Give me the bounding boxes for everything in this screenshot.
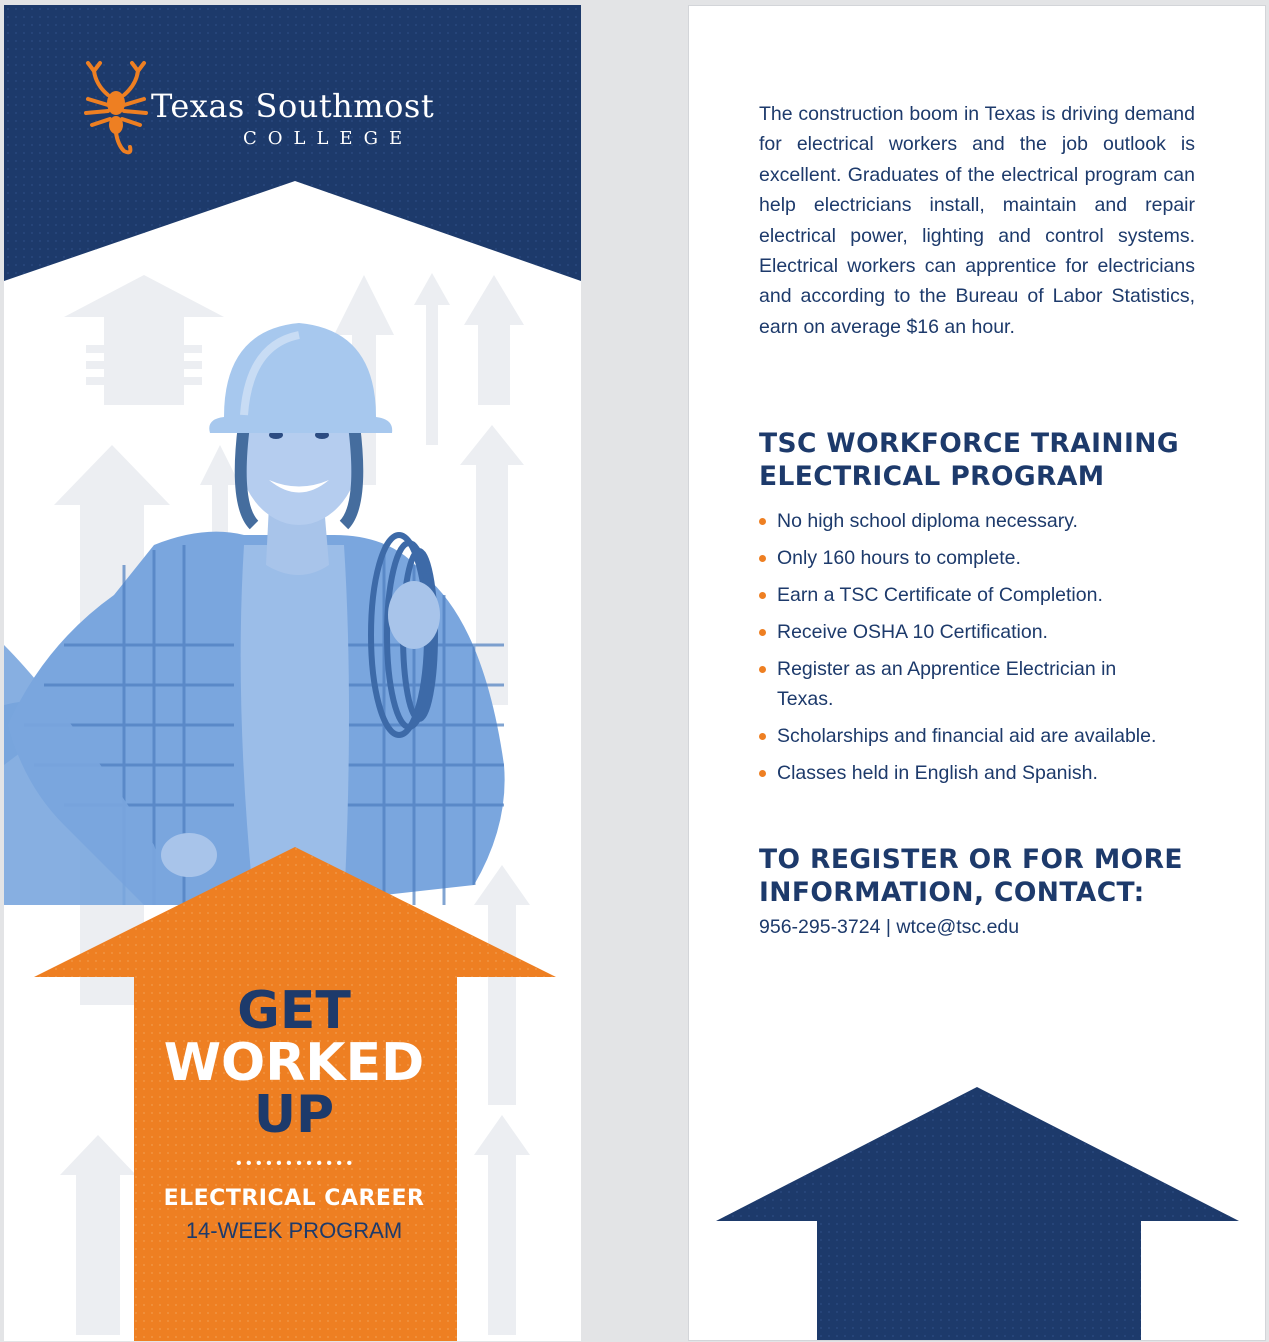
email-link[interactable]: wtce@tsc.edu (896, 916, 1020, 938)
navy-up-arrow (689, 1076, 1266, 1341)
brochure-front-panel (4, 5, 581, 1341)
cover-subtitle: ELECTRICAL CAREER (163, 1186, 425, 1211)
contact-separator: | (885, 916, 891, 938)
bg-arrow (60, 1135, 136, 1335)
bullet-icon (759, 555, 766, 562)
bullet-icon (759, 770, 766, 777)
program-heading (759, 427, 1229, 493)
list-item: Earn a TSC Certificate of Completion. (759, 580, 1229, 610)
phone-number[interactable]: 956-295-3724 (759, 916, 881, 938)
contact-heading (759, 843, 1229, 909)
bullet-icon (759, 518, 766, 525)
logo-name-line1: Texas Southmost (151, 87, 435, 125)
bullet-icon (759, 666, 766, 673)
bg-arrow (474, 865, 530, 1105)
list-item: Only 160 hours to complete. (759, 543, 1229, 573)
contact-heading-line2: INFORMATION, CONTACT: (759, 877, 1145, 908)
logo-name-line2: COLLEGE (243, 128, 414, 149)
hand (388, 581, 440, 649)
bg-arrow (464, 275, 524, 405)
intro-paragraph: The construction boom in Texas is driving demand for electrical workers and the job outlook is excellent. Graduates of the electrical program can help electricians install, maintain and repair electrical power, lighting and control systems. Electrical workers can apprentice for electricians and according to the Bureau of Labor Statistics, earn on average $16 an hour. (759, 103, 1195, 338)
list-item: Receive OSHA 10 Certification. (759, 617, 1229, 647)
program-heading-line2: ELECTRICAL PROGRAM (759, 461, 1105, 492)
program-benefits-list (759, 506, 1229, 795)
headline-get: GET (237, 981, 351, 1041)
bg-arrow (414, 273, 450, 445)
bullet-icon (759, 733, 766, 740)
headline-worked: WORKED (163, 1033, 425, 1093)
contact-heading-line1: TO REGISTER OR FOR MORE (759, 844, 1183, 875)
bullet-icon (759, 592, 766, 599)
bg-arrow (64, 275, 224, 405)
dot-divider: • • • • • • • • • • • • (235, 1155, 353, 1172)
contact-info (759, 916, 1019, 939)
headline-up: UP (253, 1085, 335, 1145)
cover-duration: 14-WEEK PROGRAM (185, 1218, 403, 1243)
program-heading-line1: TSC WORKFORCE TRAINING (759, 428, 1179, 459)
bg-arrow (474, 1115, 530, 1335)
list-item: Register as an Apprentice Electrician in Texas. (759, 654, 1167, 714)
list-item: Scholarships and financial aid are available. (759, 721, 1229, 751)
brochure-back-panel (688, 5, 1266, 1341)
list-item: No high school diploma necessary. (759, 506, 1229, 536)
bullet-icon (759, 629, 766, 636)
list-item: Classes held in English and Spanish. (759, 758, 1229, 788)
